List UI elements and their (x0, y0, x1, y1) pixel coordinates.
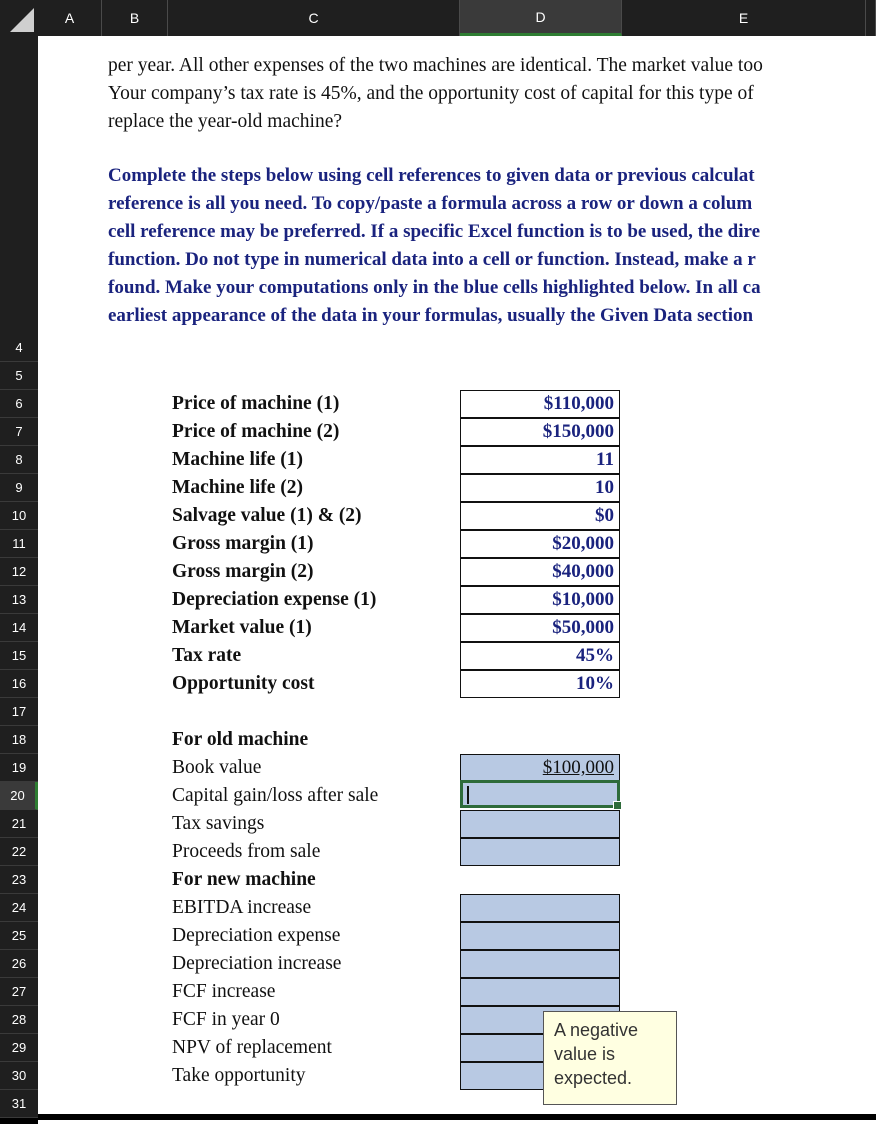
row-header[interactable]: 18 (0, 726, 38, 754)
tax-savings-label: Tax savings (172, 813, 265, 834)
given-label: Depreciation expense (1) (172, 589, 377, 610)
row-header[interactable]: 16 (0, 670, 38, 698)
problem-text-line: per year. All other expenses of the two machines are identical. The market value too (108, 55, 763, 76)
take-opportunity-label: Take opportunity (172, 1065, 306, 1086)
proceeds-cell[interactable] (460, 838, 620, 866)
cropped-text-fragment (108, 36, 876, 40)
instruction-line: earliest appearance of the data in your formulas, usually the Given Data section (108, 305, 754, 326)
row-header-selected[interactable]: 20 (0, 782, 38, 810)
column-header-a[interactable]: A (38, 0, 102, 36)
row-header[interactable]: 27 (0, 978, 38, 1006)
row-header[interactable]: 19 (0, 754, 38, 782)
ebitda-label: EBITDA increase (172, 897, 312, 918)
given-label: Machine life (2) (172, 477, 304, 498)
proceeds-label: Proceeds from sale (172, 841, 321, 862)
text-cursor (467, 786, 469, 804)
column-header-e[interactable]: E (622, 0, 866, 36)
given-value-cell[interactable]: $40,000 (460, 558, 620, 586)
given-value-cell[interactable]: 10 (460, 474, 620, 502)
dep-expense-cell[interactable] (460, 922, 620, 950)
given-value-cell[interactable]: $50,000 (460, 614, 620, 642)
capital-gain-label: Capital gain/loss after sale (172, 785, 379, 806)
fill-handle[interactable] (613, 801, 622, 810)
dep-increase-label: Depreciation increase (172, 953, 342, 974)
given-label: Gross margin (2) (172, 561, 314, 582)
row-header[interactable]: 24 (0, 894, 38, 922)
column-header-f[interactable] (866, 0, 876, 36)
row-header[interactable]: 12 (0, 558, 38, 586)
row-header[interactable]: 31 (0, 1090, 38, 1118)
given-value-cell[interactable]: $110,000 (460, 390, 620, 418)
book-value-label: Book value (172, 757, 262, 778)
given-label: Machine life (1) (172, 449, 304, 470)
worksheet-grid[interactable] (38, 36, 876, 1112)
new-machine-heading: For new machine (172, 869, 316, 890)
row-header[interactable]: 11 (0, 530, 38, 558)
row-header[interactable]: 22 (0, 838, 38, 866)
row-header[interactable]: 26 (0, 950, 38, 978)
row-header[interactable]: 8 (0, 446, 38, 474)
instruction-line: function. Do not type in numerical data into a cell or function. Instead, make a r (108, 249, 756, 270)
given-label: Salvage value (1) & (2) (172, 505, 362, 526)
row-header-merged (0, 36, 38, 334)
row-header[interactable]: 10 (0, 502, 38, 530)
select-all-corner[interactable] (0, 0, 39, 36)
fcf-increase-cell[interactable] (460, 978, 620, 1006)
row-header[interactable]: 29 (0, 1034, 38, 1062)
instruction-line: Complete the steps below using cell references to given data or previous calculat (108, 165, 755, 186)
given-value-cell[interactable]: 10% (460, 670, 620, 698)
instruction-line: cell reference may be preferred. If a specific Excel function is to be used, the dire (108, 221, 761, 242)
row-header[interactable]: 21 (0, 810, 38, 838)
row-header[interactable]: 14 (0, 614, 38, 642)
given-value-cell[interactable]: 11 (460, 446, 620, 474)
instruction-line: found. Make your computations only in the blue cells highlighted below. In all ca (108, 277, 761, 298)
given-label: Market value (1) (172, 617, 312, 638)
row-header[interactable]: 23 (0, 866, 38, 894)
row-header[interactable]: 6 (0, 390, 38, 418)
row-header[interactable]: 9 (0, 474, 38, 502)
row-header[interactable]: 13 (0, 586, 38, 614)
given-label: Gross margin (1) (172, 533, 314, 554)
row-header[interactable]: 28 (0, 1006, 38, 1034)
sheet-bottom-edge (38, 1112, 876, 1124)
dep-increase-cell[interactable] (460, 950, 620, 978)
tax-savings-cell[interactable] (460, 810, 620, 838)
given-value-cell[interactable]: $20,000 (460, 530, 620, 558)
given-label: Price of machine (2) (172, 421, 340, 442)
npv-label: NPV of replacement (172, 1037, 332, 1058)
capital-gain-cell-active[interactable] (460, 780, 620, 808)
given-label: Opportunity cost (172, 673, 315, 694)
column-header-d[interactable]: D (460, 0, 622, 36)
book-value-text: $100,000 (542, 757, 614, 778)
problem-text-line: replace the year-old machine? (108, 111, 343, 132)
row-header[interactable]: 4 (0, 334, 38, 362)
problem-text-line: Your company’s tax rate is 45%, and the opportunity cost of capital for this type of (108, 83, 754, 104)
row-header[interactable]: 5 (0, 362, 38, 390)
ebitda-cell[interactable] (460, 894, 620, 922)
book-value-cell[interactable] (460, 754, 620, 782)
given-value-cell[interactable]: 45% (460, 642, 620, 670)
row-header[interactable]: 15 (0, 642, 38, 670)
row-header[interactable]: 7 (0, 418, 38, 446)
given-label: Tax rate (172, 645, 242, 666)
column-header-b[interactable]: B (102, 0, 168, 36)
old-machine-heading: For old machine (172, 729, 309, 750)
row-header[interactable]: 17 (0, 698, 38, 726)
row-header[interactable]: 25 (0, 922, 38, 950)
given-value-cell[interactable]: $150,000 (460, 418, 620, 446)
comment-note: A negative value is expected. (543, 1011, 677, 1105)
given-label: Price of machine (1) (172, 393, 340, 414)
given-value-cell[interactable]: $10,000 (460, 586, 620, 614)
fcf-increase-label: FCF increase (172, 981, 276, 1002)
row-header[interactable]: 30 (0, 1062, 38, 1090)
instruction-line: reference is all you need. To copy/paste a formula across a row or down a colum (108, 193, 753, 214)
given-value-cell[interactable]: $0 (460, 502, 620, 530)
column-header-c[interactable]: C (168, 0, 460, 36)
dep-expense-label: Depreciation expense (172, 925, 341, 946)
fcf-year0-label: FCF in year 0 (172, 1009, 280, 1030)
